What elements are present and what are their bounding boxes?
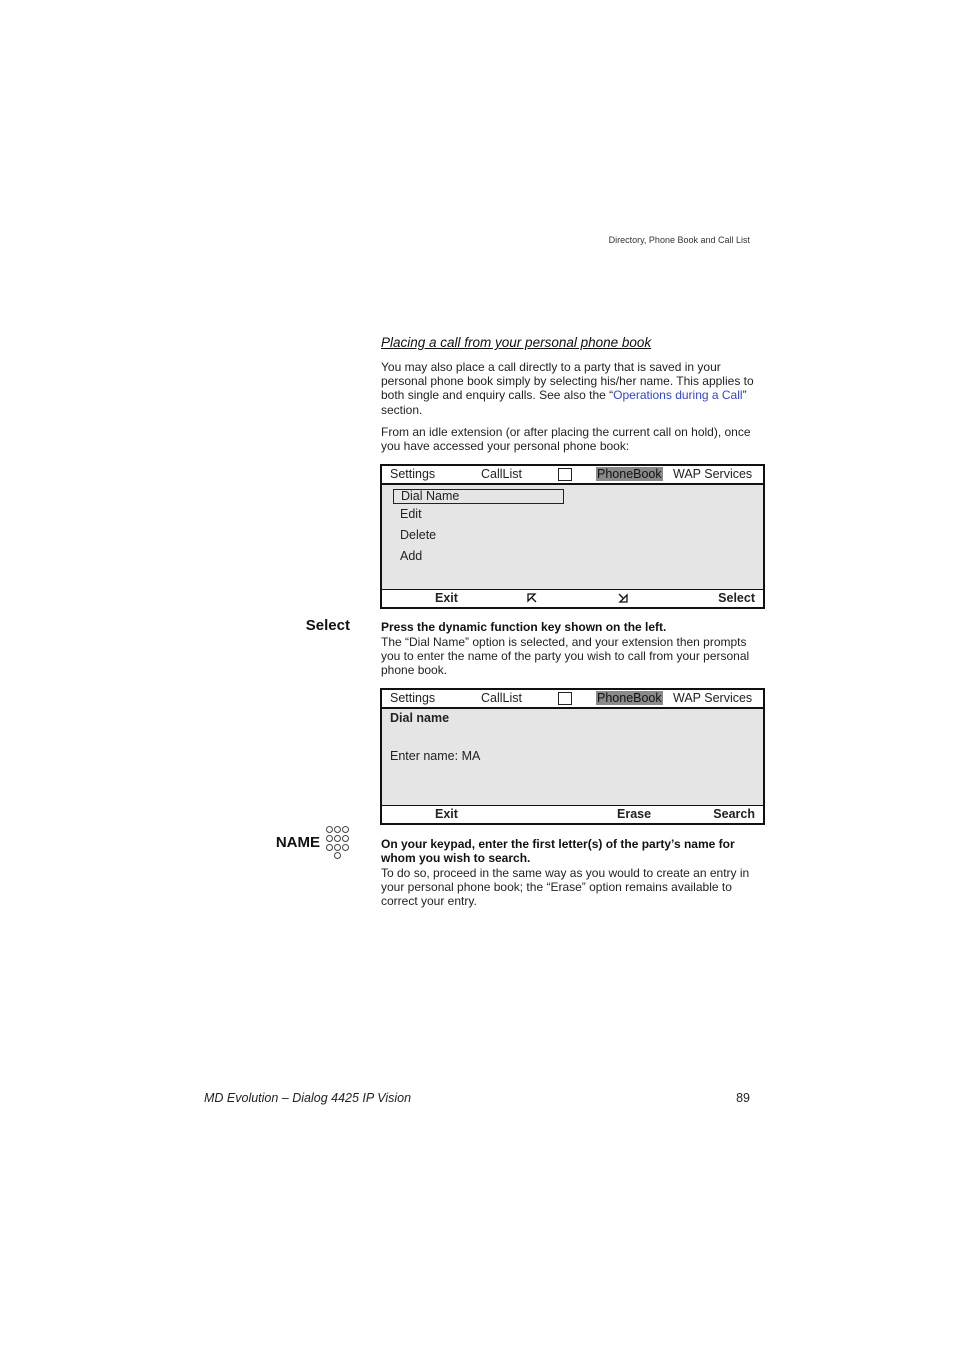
tab-wap-services[interactable]: WAP Services [673,467,753,481]
tab-wap-services[interactable]: WAP Services [673,691,753,705]
section-title: Placing a call from your personal phone book [381,335,652,350]
name-key-label: NAME [275,834,320,851]
keypad-icon [326,826,350,860]
erase-softkey[interactable]: Erase [617,807,652,821]
tab-settings[interactable]: Settings [390,691,436,705]
tab-calllist[interactable]: CallList [481,691,522,705]
step1-instruction: Press the dynamic function key shown on the left. [381,620,667,634]
search-softkey[interactable]: Search [713,807,755,821]
intro-paragraph [381,360,756,417]
menu-item-edit[interactable]: Edit [400,507,422,521]
phone-display-menu [380,464,765,609]
arrow-up-icon[interactable] [526,592,538,607]
idle-paragraph: From an idle extension (or after placing the current call on hold), once you have accessed your personal phone book: [381,425,751,454]
menu-list [382,485,763,589]
arrow-down-icon[interactable] [617,592,629,607]
select-softkey[interactable]: Select [718,591,755,605]
dial-name-body [382,709,763,805]
tab-bar [382,690,763,709]
exit-softkey[interactable]: Exit [435,591,458,605]
intro-text: You may also place a call directly to a party that is saved in your personal phone book simply by selecting his/her name. This applies to both single and enquiry calls. See also the “ [381,360,754,403]
tab-phonebook[interactable]: PhoneBook [597,467,662,481]
step2-instruction: On your keypad, enter the first letter(s) of the party’s name for whom you wish to search. [381,837,735,866]
checkbox-icon [558,468,572,481]
menu-item-delete[interactable]: Delete [400,528,437,542]
tab-phonebook[interactable]: PhoneBook [597,691,662,705]
tab-calllist[interactable]: CallList [481,467,522,481]
intro-text-end: ” section. [381,388,747,417]
softkey-bar [382,805,763,823]
exit-softkey[interactable]: Exit [435,807,458,821]
step1-description: The “Dial Name” option is selected, and your extension then prompts you to enter the name of the party you wish to call from your personal phone book. [381,635,750,678]
menu-item-add[interactable]: Add [400,549,423,563]
step2-description: To do so, proceed in the same way as you would to create an entry in your personal phone book; the “Erase” option remains available to correct your entry. [381,866,750,909]
select-key-label: Select [305,617,350,634]
dial-name-heading: Dial name [390,711,450,725]
tab-settings[interactable]: Settings [390,467,436,481]
menu-item-dial-name[interactable]: Dial Name [393,489,564,504]
operations-link[interactable]: Operations during a Call [613,388,743,403]
phone-display-dial-name [380,688,765,825]
footer-document-title: MD Evolution – Dialog 4425 IP Vision [204,1091,412,1105]
softkey-bar [382,589,763,607]
page-number: 89 [736,1091,750,1105]
tab-bar [382,466,763,485]
running-header: Directory, Phone Book and Call List [608,235,750,245]
checkbox-icon [558,692,572,705]
enter-name-prompt[interactable]: Enter name: MA [390,749,481,763]
